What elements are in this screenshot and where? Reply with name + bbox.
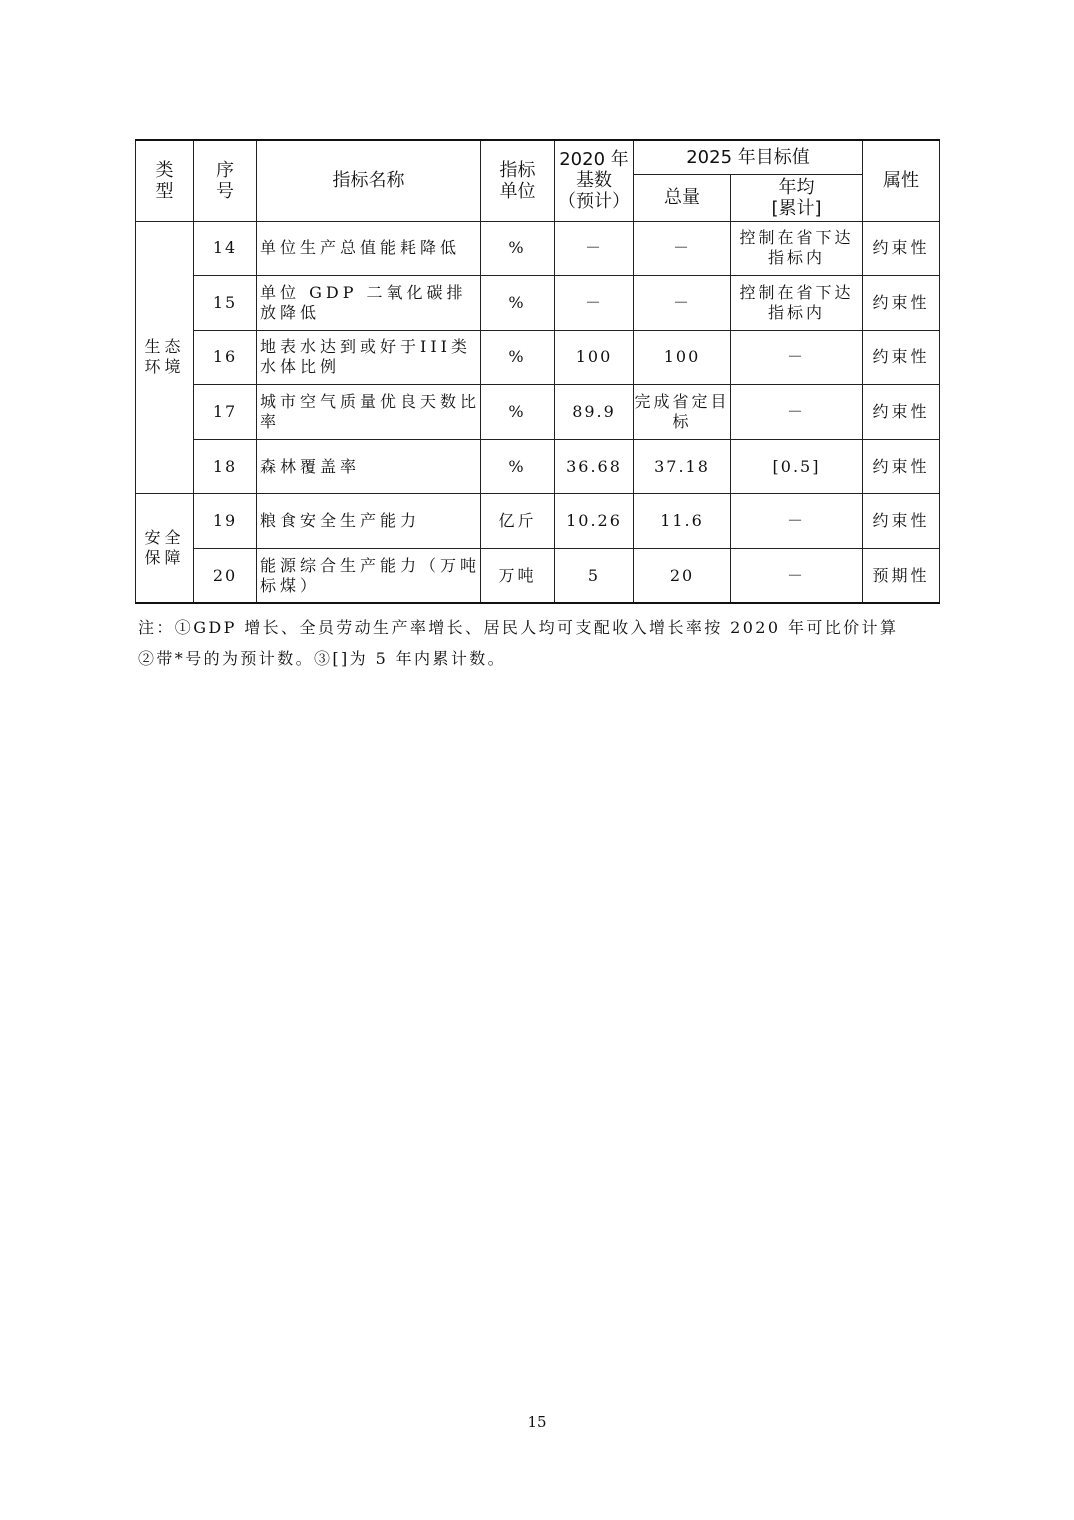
base-cell: 36.68 <box>555 439 634 494</box>
seq-cell: 19 <box>194 494 257 549</box>
indicator-name-cell: 地表水达到或好于III类水体比例 <box>257 330 481 385</box>
table-row <box>136 494 940 549</box>
indicator-name-cell: 能源综合生产能力（万吨标煤） <box>257 549 481 604</box>
category-cell-security: 安全 保障 <box>136 494 194 603</box>
base-cell: 100 <box>555 330 634 385</box>
base-cell: 10.26 <box>555 494 634 549</box>
base-cell: － <box>555 221 634 276</box>
attribute-cell: 约束性 <box>863 276 940 331</box>
unit-cell: % <box>481 276 555 331</box>
header-category: 类 型 <box>136 140 194 221</box>
target-annual-cell: － <box>731 330 863 385</box>
target-total-cell: 完成省定目标 <box>634 385 731 440</box>
base-cell: 89.9 <box>555 385 634 440</box>
table-row <box>136 385 940 440</box>
attribute-cell: 约束性 <box>863 494 940 549</box>
target-total-cell: 20 <box>634 549 731 604</box>
header-seq: 序 号 <box>194 140 257 221</box>
header-target-annual: 年均 [累计] <box>731 174 863 221</box>
table-row <box>136 549 940 604</box>
table-row <box>136 221 940 276</box>
category-cell-ecology: 生态 环境 <box>136 221 194 494</box>
unit-cell: % <box>481 330 555 385</box>
target-total-cell: － <box>634 221 731 276</box>
target-annual-cell: － <box>731 385 863 440</box>
indicator-name-cell: 单位 GDP 二氧化碳排放降低 <box>257 276 481 331</box>
seq-cell: 15 <box>194 276 257 331</box>
target-annual-cell: 控制在省下达指标内 <box>731 221 863 276</box>
attribute-cell: 预期性 <box>863 549 940 604</box>
indicator-name-cell: 单位生产总值能耗降低 <box>257 221 481 276</box>
header-attribute: 属性 <box>863 140 940 221</box>
indicator-name-cell: 粮食安全生产能力 <box>257 494 481 549</box>
table-row <box>136 276 940 331</box>
attribute-cell: 约束性 <box>863 385 940 440</box>
indicators-table <box>135 139 940 604</box>
target-total-cell: 37.18 <box>634 439 731 494</box>
footnote-line-1: 注：①GDP 增长、全员劳动生产率增长、居民人均可支配收入增长率按 2020 年可比价计算 <box>138 618 899 637</box>
header-indicator-name: 指标名称 <box>257 140 481 221</box>
header-unit: 指标 单位 <box>481 140 555 221</box>
page-number: 15 <box>527 1413 547 1431</box>
unit-cell: 万吨 <box>481 549 555 604</box>
header-target-total: 总量 <box>634 174 731 221</box>
table-row <box>136 330 940 385</box>
table-footnote <box>138 612 948 674</box>
attribute-cell: 约束性 <box>863 330 940 385</box>
target-annual-cell: － <box>731 494 863 549</box>
header-target-2025: 2025 年目标值 <box>634 140 863 174</box>
seq-cell: 20 <box>194 549 257 604</box>
target-annual-cell: [0.5] <box>731 439 863 494</box>
header-row-1 <box>136 140 940 174</box>
base-cell: － <box>555 276 634 331</box>
header-base-2020: 2020 年 基数 （预计） <box>555 140 634 221</box>
table-row <box>136 439 940 494</box>
seq-cell: 16 <box>194 330 257 385</box>
seq-cell: 18 <box>194 439 257 494</box>
indicator-name-cell: 森林覆盖率 <box>257 439 481 494</box>
target-total-cell: 11.6 <box>634 494 731 549</box>
unit-cell: % <box>481 385 555 440</box>
target-annual-cell: － <box>731 549 863 604</box>
indicator-name-cell: 城市空气质量优良天数比率 <box>257 385 481 440</box>
unit-cell: 亿斤 <box>481 494 555 549</box>
attribute-cell: 约束性 <box>863 221 940 276</box>
base-cell: 5 <box>555 549 634 604</box>
seq-cell: 14 <box>194 221 257 276</box>
footnote-line-2: ②带*号的为预计数。③[]为 5 年内累计数。 <box>138 649 507 668</box>
unit-cell: % <box>481 221 555 276</box>
attribute-cell: 约束性 <box>863 439 940 494</box>
seq-cell: 17 <box>194 385 257 440</box>
target-annual-cell: 控制在省下达指标内 <box>731 276 863 331</box>
unit-cell: % <box>481 439 555 494</box>
target-total-cell: － <box>634 276 731 331</box>
target-total-cell: 100 <box>634 330 731 385</box>
